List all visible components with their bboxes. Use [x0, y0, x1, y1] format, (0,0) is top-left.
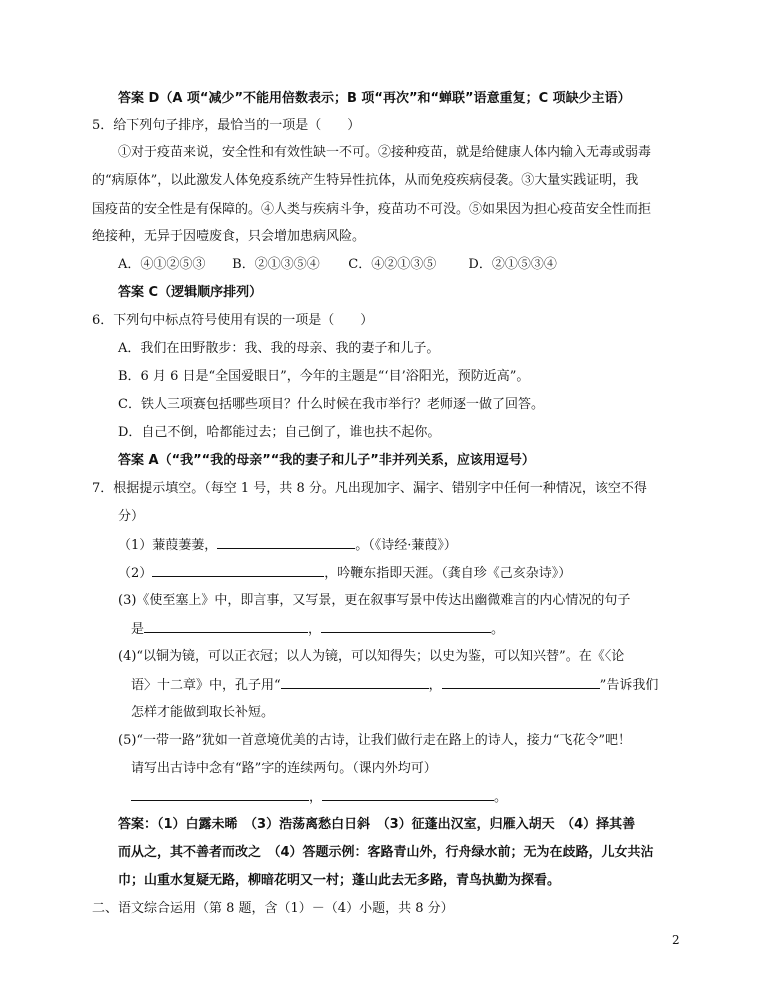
q7-item-4-line-2: [131, 675, 658, 696]
q5-option-b: B．②①③⑤④: [232, 257, 320, 272]
q7-item-4-separator: ，: [428, 678, 442, 693]
section-2-heading: 二、语文综合运用（第 8 题，含（1）－（4）小题，共 8 分）: [92, 901, 454, 916]
page-number: 2: [672, 933, 680, 947]
q7-item-4-blank-1[interactable]: [281, 675, 429, 689]
q7-item-1: [118, 535, 457, 556]
q7-item-5-blank-2[interactable]: [322, 787, 494, 801]
q5-option-a: A．④①②⑤③: [118, 257, 206, 272]
q7-item-4-prefix: 语〉十二章》中，孔子用“: [131, 678, 281, 693]
q7-item-2-prefix: （2）: [118, 566, 153, 581]
q7-item-3-blank-1[interactable]: [144, 619, 308, 633]
q7-answer-line-3: 巾；山重水复疑无路，柳暗花明又一村；蓬山此去无多路，青鸟执勤为探看。: [118, 873, 561, 888]
q7-answer-line-2: 而从之，其不善者而改之 （4）答题示例：客路青山外，行舟绿水前；无为在歧路，儿女共沾: [118, 845, 654, 860]
q7-item-1-prefix: （1）蒹葭萋萋，: [118, 538, 218, 553]
q6-stem: 6．下列句中标点符号使用有误的一项是（ ）: [92, 313, 374, 328]
q7-item-5-line-2: 请写出古诗中念有“路”字的连续两句。（课内外均可）: [131, 761, 437, 776]
q5-passage-line-1: ①对于疫苗来说，安全性和有效性缺一不可。②接种疫苗，就是给健康人体内输入无毒或弱毒: [118, 145, 652, 160]
q5-option-d: D．②①⑤③④: [468, 257, 557, 272]
q7-item-3-separator: ，: [308, 622, 322, 637]
q6-option-b: B．6 月 6 日是“全国爱眼日”，今年的主题是“‘目’浴阳光，预防近高”。: [118, 369, 530, 384]
q7-item-1-blank[interactable]: [217, 535, 355, 549]
q7-stem-line-2: 分）: [118, 509, 145, 524]
q7-item-3-suffix: 。: [491, 622, 505, 637]
q7-item-5-line-3: [131, 787, 507, 808]
q7-item-2-suffix: ，吟鞭东指即天涯。（龚自珍《己亥杂诗》）: [324, 566, 572, 581]
q7-item-2: [118, 563, 571, 584]
q7-item-3-blank-2[interactable]: [321, 619, 491, 633]
q6-option-c: C．铁人三项赛包括哪些项目？什么时候在我市举行？老师逐一做了回答。: [118, 397, 544, 412]
q6-answer: 答案 A（“我”“我的母亲”“我的妻子和儿子”非并列关系，应该用逗号）: [118, 453, 535, 468]
q7-item-3-prefix: 是: [131, 622, 145, 637]
q7-item-4-blank-2[interactable]: [442, 675, 600, 689]
q7-answer-line-1: 答案：（1）白露未晞 （3）浩荡离愁白日斜 （3）征蓬出汉室，归雁入胡天 （4）择其善: [118, 817, 636, 832]
q6-option-a: A．我们在田野散步：我、我的母亲、我的妻子和儿子。: [118, 341, 440, 356]
q5-passage-line-4: 绝接种，无异于因噎废食，只会增加患病风险。: [92, 229, 366, 244]
q4-answer: 答案 D（A 项“减少”不能用倍数表示；B 项“再次”和“蝉联”语意重复；C 项缺少主语）: [118, 91, 631, 106]
q7-item-5-line-1: (5)“一带一路”犹如一首意境优美的古诗，让我们做行走在路上的诗人，接力“飞花令”吧！: [118, 733, 631, 748]
q7-stem-line-1: 7．根据提示填空。（每空 1 号，共 8 分。凡出现加字、漏字、错别字中任何一种情况，该空不得: [92, 481, 647, 496]
q7-item-4-line-1: (4)“以铜为镜，可以正衣冠；以人为镜，可以知得失；以史为鉴，可以知兴替”。在《〈论: [118, 649, 625, 664]
q7-item-5-separator: ，: [309, 790, 323, 805]
q7-item-2-blank[interactable]: [152, 563, 324, 577]
q7-item-3-line-2: [131, 619, 504, 640]
q5-options: [118, 255, 557, 275]
q7-item-5-blank-1[interactable]: [131, 787, 309, 801]
q7-item-4-line-3: 怎样才能做到取长补短。: [131, 705, 275, 720]
q5-passage-line-2: 的“病原体”，以此激发人体免疫系统产生特异性抗体，从而免疫疾病侵袭。③大量实践证明，我: [92, 173, 639, 188]
q7-item-3-line-1: (3)《使至塞上》中，即言事，又写景，更在叙事写景中传达出幽微难言的内心情况的句子: [118, 593, 631, 608]
q7-item-1-suffix: 。（《诗经·蒹葭》）: [355, 538, 457, 553]
q5-option-c: C．④②①③⑤: [348, 257, 437, 272]
q5-stem: 5．给下列句子排序，最恰当的一项是（ ）: [92, 118, 361, 133]
q6-option-d: D．自己不倒，哈都能过去；自己倒了，谁也扶不起你。: [118, 425, 441, 440]
q5-passage-line-3: 国疫苗的安全性是有保障的。④人类与疾病斗争，疫苗功不可没。⑤如果因为担心疫苗安全性而拒: [92, 202, 652, 217]
q5-answer: 答案 C（逻辑顺序排列）: [118, 285, 263, 300]
q7-item-4-suffix: ”告诉我们: [599, 678, 659, 693]
q7-item-5-suffix: 。: [494, 790, 508, 805]
